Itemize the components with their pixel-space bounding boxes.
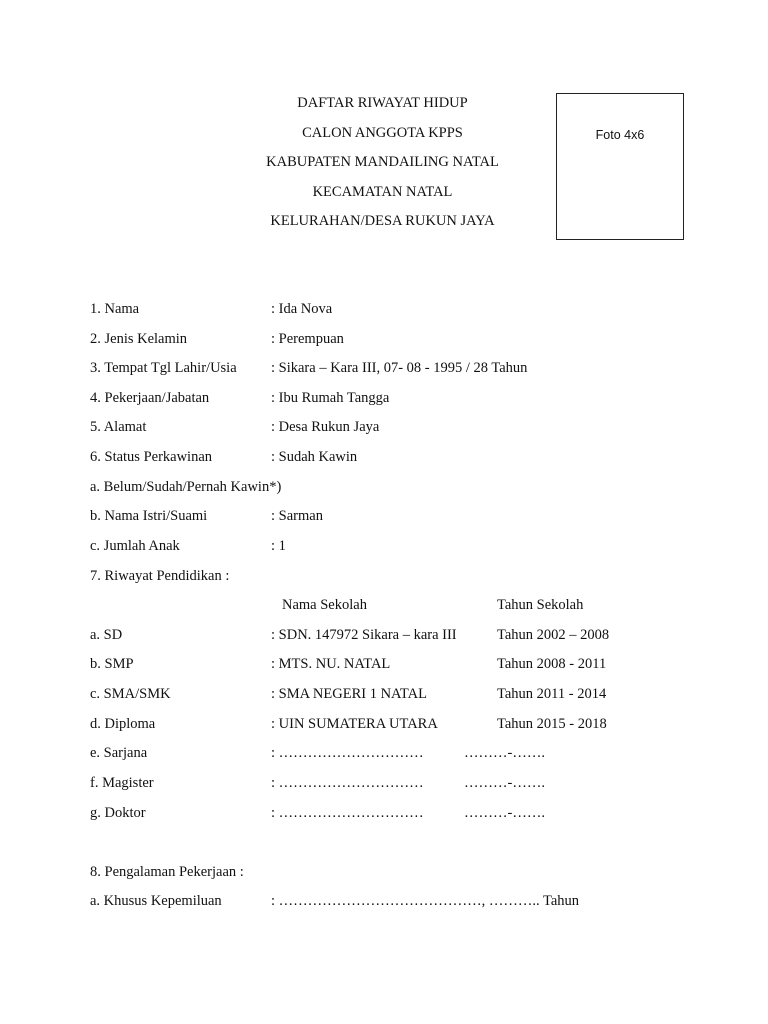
field-value: : 1 <box>271 538 286 554</box>
education-level: a. SD <box>90 627 123 643</box>
education-year: ………-……. <box>464 745 545 761</box>
education-year: Tahun 2008 - 2011 <box>497 656 607 672</box>
work-row-kepemiluan <box>90 891 730 911</box>
education-year: ………-……. <box>464 775 545 791</box>
field-label: 6. Status Perkawinan <box>90 449 213 465</box>
field-label: 2. Jenis Kelamin <box>90 331 188 347</box>
education-level: d. Diploma <box>90 716 156 732</box>
field-value: : Desa Rukun Jaya <box>271 419 380 435</box>
education-school: : ………………………… <box>271 805 424 821</box>
education-school: : SMA NEGERI 1 NATAL <box>271 686 427 702</box>
education-year: Tahun 2002 – 2008 <box>497 627 610 643</box>
education-row-diploma <box>90 714 730 734</box>
education-level: g. Doktor <box>90 805 146 821</box>
field-value: : Sarman <box>271 508 323 524</box>
education-level: c. SMA/SMK <box>90 686 171 702</box>
header-line-title: DAFTAR RIWAYAT HIDUP <box>297 95 468 111</box>
education-year: Tahun 2015 - 2018 <box>497 716 607 732</box>
photo-box <box>556 93 684 240</box>
education-school: : ………………………… <box>271 745 424 761</box>
field-row-jumlah-anak <box>90 536 730 556</box>
field-value: : Sudah Kawin <box>271 449 358 465</box>
marital-note-row <box>90 477 730 497</box>
work-title-row <box>90 862 730 882</box>
education-row-magister <box>90 773 730 793</box>
field-row-nama-istri-suami <box>90 506 730 526</box>
header-line-role: CALON ANGGOTA KPPS <box>302 124 463 141</box>
field-row-pekerjaan <box>90 388 730 408</box>
field-row-alamat <box>90 417 730 437</box>
education-title-row <box>90 566 730 586</box>
education-level: b. SMP <box>90 656 134 672</box>
field-row-jenis-kelamin <box>90 329 730 349</box>
header-line-regency: KABUPATEN MANDAILING NATAL <box>266 154 499 170</box>
education-header-row <box>90 595 730 615</box>
education-school: : UIN SUMATERA UTARA <box>271 716 438 732</box>
photo-label: Foto 4x6 <box>595 128 645 142</box>
field-label: 1. Nama <box>90 301 140 317</box>
field-value: : Sikara – Kara III, 07- 08 - 1995 / 28 Tahun <box>271 360 528 376</box>
work-title: 8. Pengalaman Pekerjaan : <box>90 864 244 880</box>
education-school: : MTS. NU. NATAL <box>271 656 391 672</box>
field-label: 4. Pekerjaan/Jabatan <box>90 390 210 406</box>
field-row-nama <box>90 299 730 319</box>
education-year: Tahun 2011 - 2014 <box>497 686 607 702</box>
field-label: c. Jumlah Anak <box>90 538 180 554</box>
education-title: 7. Riwayat Pendidikan : <box>90 568 230 584</box>
field-label: 5. Alamat <box>90 419 147 435</box>
education-row-doktor <box>90 803 730 823</box>
education-row-smp <box>90 654 730 674</box>
field-value: : Perempuan <box>271 331 344 347</box>
education-level: e. Sarjana <box>90 745 148 761</box>
education-row-sd <box>90 625 730 645</box>
education-row-sma <box>90 684 730 704</box>
education-year: ………-……. <box>464 805 545 821</box>
field-value: : Ibu Rumah Tangga <box>271 390 390 406</box>
education-level: f. Magister <box>90 775 154 791</box>
document-header <box>230 93 535 241</box>
header-line-village: KELURAHAN/DESA RUKUN JAYA <box>270 213 495 229</box>
field-value: : Ida Nova <box>271 301 333 317</box>
field-row-tempat-tgl-lahir <box>90 358 730 378</box>
marital-note: a. Belum/Sudah/Pernah Kawin*) <box>90 479 282 495</box>
work-value: : ……………………………………, ……….. Tahun <box>271 893 580 909</box>
education-row-sarjana <box>90 743 730 763</box>
column-header-school: Nama Sekolah <box>282 597 367 613</box>
column-header-year: Tahun Sekolah <box>497 597 584 613</box>
field-label: 3. Tempat Tgl Lahir/Usia <box>90 360 237 376</box>
work-label: a. Khusus Kepemiluan <box>90 893 222 909</box>
header-line-district: KECAMATAN NATAL <box>312 183 453 200</box>
education-school: : ………………………… <box>271 775 424 791</box>
field-row-status-perkawinan <box>90 447 730 467</box>
field-label: b. Nama Istri/Suami <box>90 508 208 524</box>
education-school: : SDN. 147972 Sikara – kara III <box>271 627 457 643</box>
